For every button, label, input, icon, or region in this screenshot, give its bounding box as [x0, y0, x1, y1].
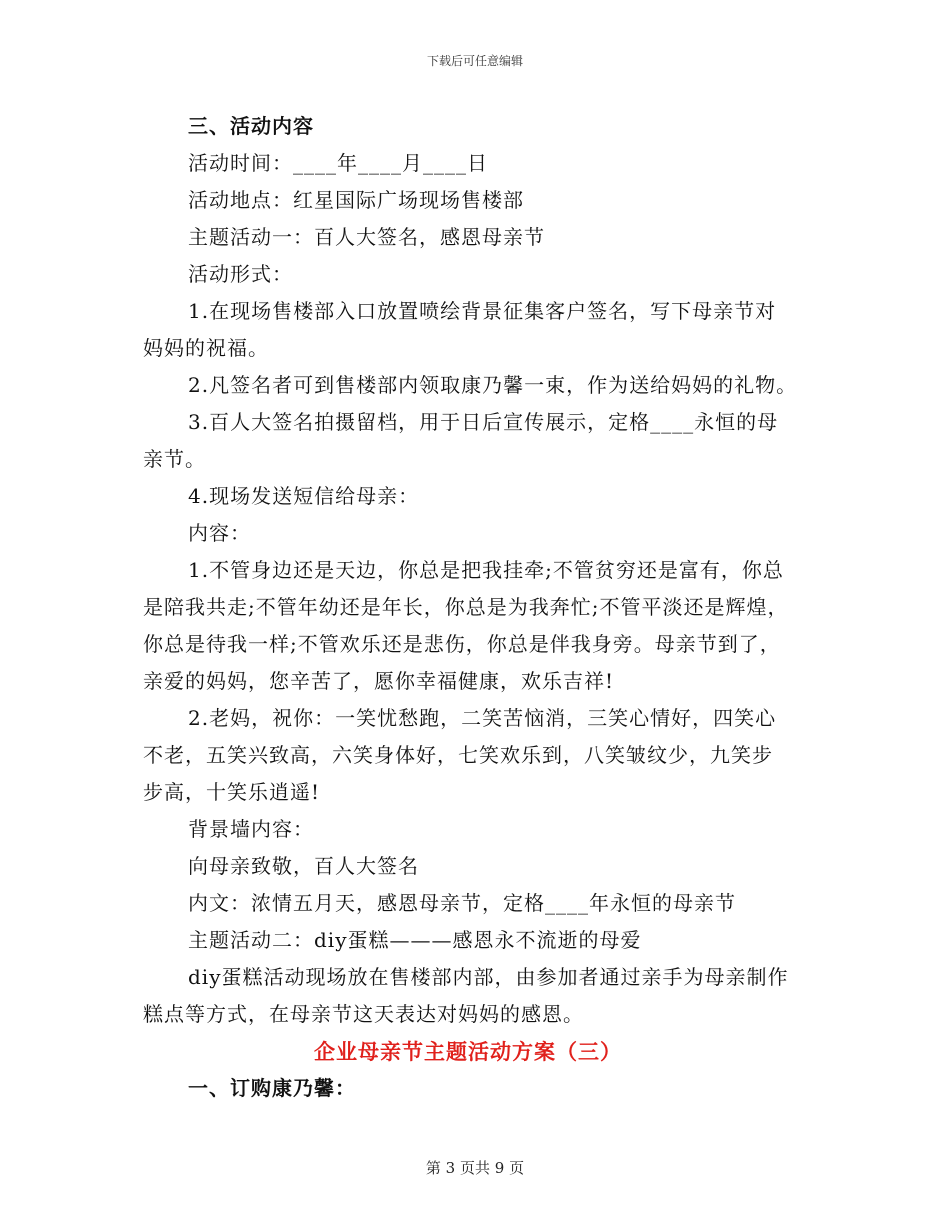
text-line: 2.老妈，祝你：一笑忧愁跑，二笑苦恼消，三笑心情好，四笑心	[188, 706, 777, 730]
text-line: 亲节。	[143, 447, 206, 471]
text-line: 向母亲致敬，百人大签名	[188, 854, 419, 878]
text-line: diy蛋糕活动现场放在售楼部内部，由参加者通过亲手为母亲制作	[188, 965, 789, 989]
page-header: 下载后可任意编辑	[426, 54, 523, 68]
text-line: 3.百人大签名拍摄留档，用于日后宣传展示，定格____永恒的母	[188, 410, 779, 434]
text-line: 活动形式：	[188, 262, 293, 286]
document-body	[143, 108, 803, 1107]
text-line: 内容：	[188, 521, 251, 545]
section-title: 企业母亲节主题活动方案（三）	[314, 1039, 622, 1064]
page-footer: 第 3 页共 9 页	[425, 1159, 525, 1177]
text-line: 主题活动一：百人大签名，感恩母亲节	[188, 225, 545, 249]
text-line: 是陪我共走;不管年幼还是年长，你总是为我奔忙;不管平淡还是辉煌，	[143, 595, 789, 619]
text-line: 糕点等方式，在母亲节这天表达对妈妈的感恩。	[143, 1002, 584, 1026]
text-line: 亲爱的妈妈，您辛苦了，愿你幸福健康，欢乐吉祥!	[143, 669, 615, 693]
text-line: 2.凡签名者可到售楼部内领取康乃馨一束，作为送给妈妈的礼物。	[188, 373, 798, 397]
text-line: 活动时间：____年____月____日	[188, 151, 488, 175]
section-heading: 一、订购康乃馨：	[188, 1076, 356, 1100]
text-line: 妈妈的祝福。	[143, 336, 269, 360]
text-line: 活动地点：红星国际广场现场售楼部	[188, 188, 524, 212]
section-heading: 三、活动内容	[188, 114, 314, 138]
text-line: 1.不管身边还是天边，你总是把我挂牵;不管贫穷还是富有，你总	[188, 558, 784, 582]
text-line: 4.现场发送短信给母亲：	[188, 484, 420, 508]
text-line: 你总是待我一样;不管欢乐还是悲伤，你总是伴我身旁。母亲节到了，	[143, 632, 781, 656]
text-line: 不老，五笑兴致高，六笑身体好，七笑欢乐到，八笑皱纹少，九笑步	[143, 743, 773, 767]
text-line: 背景墙内容：	[188, 817, 314, 841]
text-line: 1.在现场售楼部入口放置喷绘背景征集客户签名，写下母亲节对	[188, 299, 777, 323]
text-line: 主题活动二：diy蛋糕———感恩永不流逝的母爱	[188, 928, 642, 952]
text-line: 步高，十笑乐逍遥!	[143, 780, 321, 804]
text-line: 内文：浓情五月天，感恩母亲节，定格____年永恒的母亲节	[188, 891, 736, 915]
